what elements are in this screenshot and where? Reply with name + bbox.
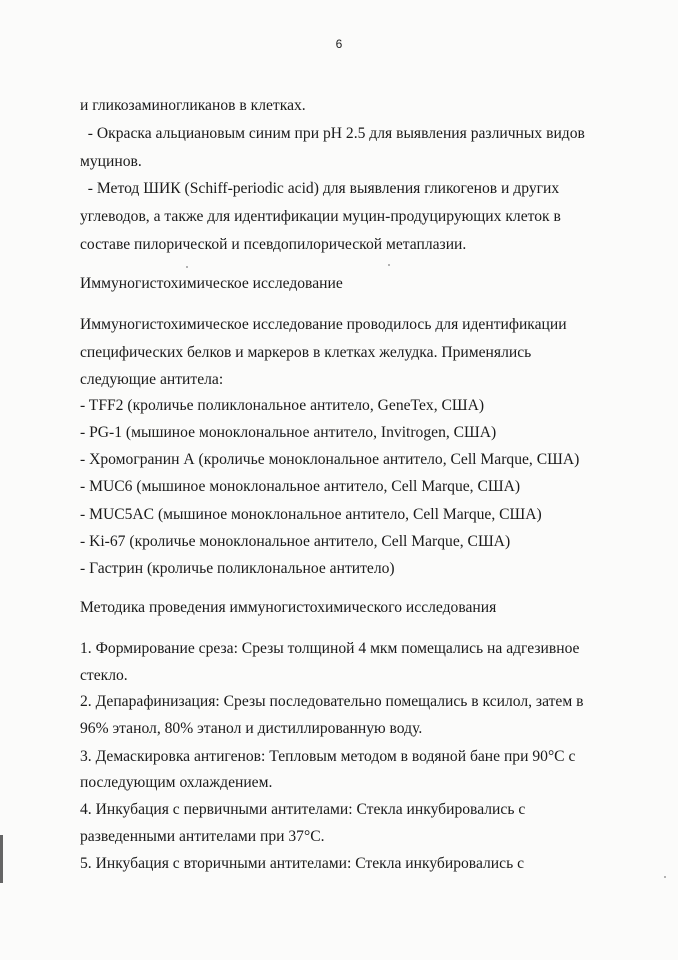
text-line: углеводов, а также для идентификации муцин-продуцирующих клеток в bbox=[80, 208, 561, 225]
text-line: разведенными антителами при 37°С. bbox=[80, 828, 325, 845]
list-item: - PG-1 (мышиное моноклональное антитело, Invitrogen, США) bbox=[80, 424, 497, 441]
list-item: 2. Депарафинизация: Срезы последовательно помещались в ксилол, затем в bbox=[80, 693, 584, 710]
list-item: - TFF2 (кроличье поликлональное антитело, GeneTex, США) bbox=[80, 397, 485, 414]
text-line: последующим охлаждением. bbox=[80, 774, 273, 791]
text-line: 96% этанол, 80% этанол и дистиллированную воду. bbox=[80, 720, 423, 737]
list-item: 1. Формирование среза: Срезы толщиной 4 мкм помещались на адгезивное bbox=[80, 640, 580, 657]
text-line: - Метод ШИК (Schiff-periodic acid) для выявления гликогенов и других bbox=[80, 180, 560, 197]
text-line: Иммуногистохимическое исследование проводилось для идентификации bbox=[80, 316, 567, 333]
list-item: - Ki-67 (кроличье моноклональное антитело, Cell Marque, США) bbox=[80, 533, 511, 550]
list-item: 3. Демаскировка антигенов: Тепловым методом в водяной бане при 90°С с bbox=[80, 748, 576, 765]
text-line: муцинов. bbox=[80, 153, 142, 170]
scan-speck bbox=[186, 266, 188, 268]
scan-speck bbox=[388, 264, 390, 266]
page-number: 6 bbox=[335, 37, 343, 51]
list-item: - MUC6 (мышиное моноклональное антитело, Cell Marque, США) bbox=[80, 478, 521, 495]
list-item: - MUC5AC (мышиное моноклональное антитело, Cell Marque, США) bbox=[80, 506, 542, 523]
list-item: - Гастрин (кроличье поликлональное антитело) bbox=[80, 560, 395, 577]
text-line: составе пилорической и псевдопилорической метаплазии. bbox=[80, 236, 467, 253]
section-heading: Иммуногистохимическое исследование bbox=[80, 275, 343, 292]
text-line: - Окраска альциановым синим при pH 2.5 для выявления различных видов bbox=[80, 125, 585, 142]
text-line: специфических белков и маркеров в клетках желудка. Применялись bbox=[80, 344, 532, 361]
scan-speck bbox=[664, 876, 666, 878]
list-item: 5. Инкубация с вторичными антителами: Стекла инкубировались с bbox=[80, 855, 525, 872]
text-line: стекло. bbox=[80, 667, 128, 684]
section-heading: Методика проведения иммуногистохимического исследования bbox=[80, 599, 497, 616]
text-line: следующие антитела: bbox=[80, 371, 224, 388]
text-line: и гликозаминогликанов в клетках. bbox=[80, 97, 306, 114]
list-item: - Хромогранин А (кроличье моноклональное антитело, Cell Marque, США) bbox=[80, 451, 580, 468]
list-item: 4. Инкубация с первичными антителами: Стекла инкубировались с bbox=[80, 801, 526, 818]
scan-edge-shadow bbox=[0, 835, 3, 883]
